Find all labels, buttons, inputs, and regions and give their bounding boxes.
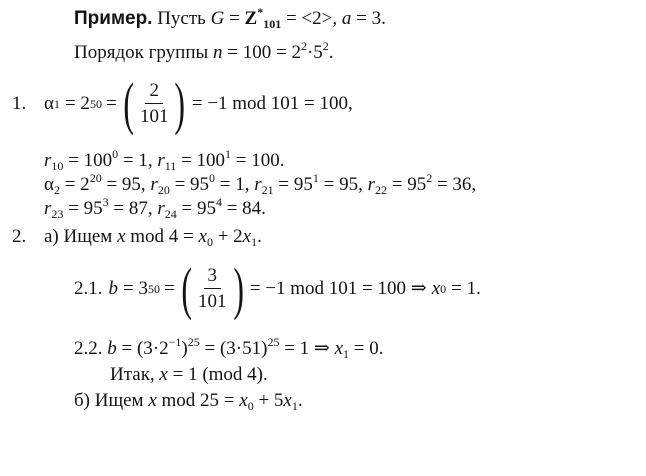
n-symbol: n [213,42,223,63]
equals: = [229,8,240,29]
step22-line: 2.2. $b = (3\cdot 2^{-1})^{25} = (3\cdot 51)^{25} = 1$ ⇒ $x_1 = 0$. [74,335,384,362]
a-value: = 3. [356,8,386,29]
right-paren: ) [174,71,186,136]
order-factor: ·5 [306,42,323,63]
example-let: Пусть [157,8,206,29]
eq: = [105,93,117,115]
period: . [328,42,334,63]
step1-number: 1. [12,93,27,114]
a-symbol: a [341,8,352,29]
group-symbol: G [210,8,225,29]
left-paren: ( [123,71,134,136]
exp: 2 [300,39,307,54]
r: r [44,150,52,171]
step1-result: = −1 mod 101 = 100, [191,93,353,115]
r: r [157,150,165,171]
exp: 2 [322,39,329,54]
z-symbol: $Z^*_{101}$ [244,5,282,32]
stepb-line: б) Ищем x mod $25 = x_0 + 5x_1$. [74,390,303,414]
order-value: = 100 = 2 [227,42,301,63]
step-number: 2.1. [74,278,103,300]
alpha: α [44,93,54,115]
fraction [136,81,173,127]
fraction-denominator: 101 [139,106,169,127]
order-text: Порядок группы [74,42,209,63]
r1-line: $r_{10} = 100^0 = 1$, $r_{11} = 100^1 = 100$. [44,147,285,174]
alpha2-line: $\alpha_2 = 2^{20} = 95$, $r_{20} = 95^0 = 1$, $r_{21} = 95^1 = 95$, $r_{22} = 95^2 = 36$, [44,171,477,198]
example-line [74,5,386,32]
fraction-numerator: 2 [145,81,163,104]
example-label: Пример. [74,8,153,29]
step2-line: а) Ищем x mod $4 = x_0 + 2x_1$. [44,226,262,250]
step2-number: 2. [12,226,27,247]
so-line: Итак, x = 1 (mod 4). [110,364,268,385]
order-line [74,39,334,64]
step1-line: α 1 = 2 50 = ( $\frac{2}{101}$ ) = −1 mod 101 = 100, [44,71,353,136]
generator: = <2>, [285,8,338,29]
legendre-symbol: ( $\frac{3}{101}$ ) [181,256,244,321]
r2-line: $r_{23} = 95^3 = 87$, $r_{24} = 95^4 = 84$. [44,195,266,222]
eq: = 2 [64,93,90,115]
legendre-symbol [119,71,190,136]
step21-line: 2.1. b = 3 50 = ( $\frac{3}{101}$ ) = −1 mod 101 = 100 ⇒ x 0 = 1. [74,256,481,321]
